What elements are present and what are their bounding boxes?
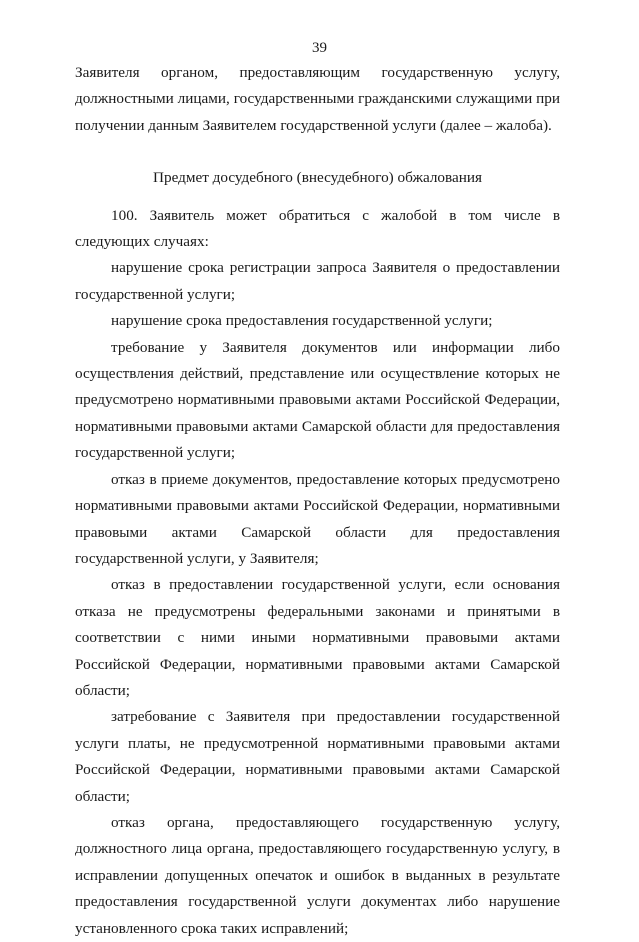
document-body (75, 60, 560, 942)
list-item-document-requirement: требование у Заявителя документов или информации либо осуществления действий, представление или осуществление которых не предусмотрено нормативными правовыми актами Российской Федерации, нормативными правовыми актами Самарской области для предоставления государственной услуги; (75, 338, 560, 462)
page-number: 39 (312, 40, 327, 56)
paragraph-100: 100. Заявитель может обратиться с жалобой в том числе в следующих случаях: (75, 206, 560, 251)
list-item-fee-demand: затребование с Заявителя при предоставлении государственной услуги платы, не предусмотренной нормативными правовыми актами Российской Федерации, нормативными правовыми актами Самарской области; (75, 708, 560, 805)
list-item-correction-refusal: отказ органа, предоставляющего государственную услугу, должностного лица органа, предоставляющего государственную услугу, в исправлении допущенных опечаток и ошибок в выданных в результате предоставления государственной услуги документах либо нарушение установленного срока таких исправлений; (75, 813, 560, 937)
paragraph-continuation: Заявителя органом, предоставляющим государственную услугу, должностными лицами, государственными гражданскими служащими при получении данным Заявителем государственной услуги (далее – жалоба). (75, 64, 560, 134)
section-heading: Предмет досудебного (внесудебного) обжалования (153, 169, 482, 187)
list-item-service-term-violation: нарушение срока предоставления государственной услуги; (111, 312, 493, 330)
list-item-refusal-acceptance: отказ в приеме документов, предоставление которых предусмотрено нормативными правовыми актами Российской Федерации, нормативными правовыми актами Самарской области для предоставления государственной услуги, у Заявителя; (75, 470, 560, 567)
list-item-refusal-service: отказ в предоставлении государственной услуги, если основания отказа не предусмотрены федеральными законами и принятыми в соответствии с ними иными нормативными правовыми актами Российской Федерации, нормативными правовыми актами Самарской области; (75, 576, 560, 699)
list-item-registration-violation: нарушение срока регистрации запроса Заявителя о предоставлении государственной услуги; (75, 259, 560, 303)
